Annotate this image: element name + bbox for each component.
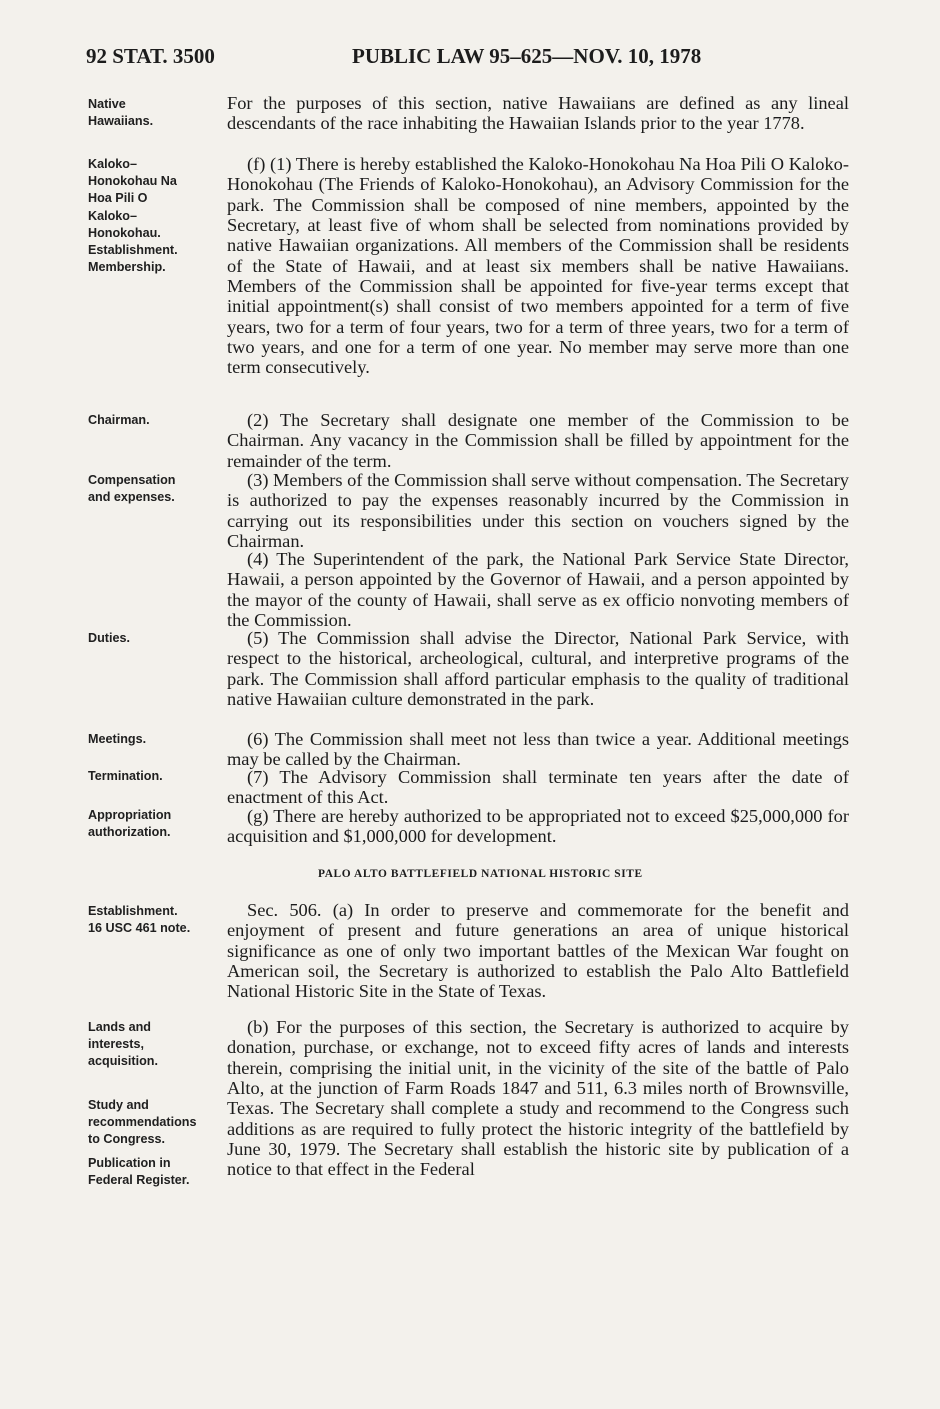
- margin-note-meetings: Meetings.: [88, 732, 147, 746]
- margin-note-study-recommendations: Study and recommendations to Congress.: [88, 1098, 197, 1147]
- margin-note-termination: Termination.: [88, 769, 163, 783]
- paragraph-native-hawaiians-definition: For the purposes of this section, native Hawaiians are defined as any lineal descendants of the race inhabiting the Hawaiian Islands prior to the year 1778.: [227, 93, 849, 134]
- paragraph-f7-termination: (7) The Advisory Commission shall terminate ten years after the date of enactment of this Act.: [227, 767, 849, 808]
- margin-note-lands-acquisition: Lands and interests, acquisition.: [88, 1020, 158, 1069]
- paragraph-sec-506a: Sec. 506. (a) In order to preserve and commemorate for the benefit and enjoyment of present and future generations an area of unique historical significance as one of only two important battles of the Mexican War fought on American soil, the Secretary is authorized to establish the Palo Alto Battlefield National Historic Site in the State of Texas.: [227, 900, 849, 1002]
- margin-note-chairman: Chairman.: [88, 413, 150, 427]
- page-header: [86, 44, 852, 74]
- paragraph-f5-duties: (5) The Commission shall advise the Director, National Park Service, with respect to the historical, archeological, cultural, and interpretive programs of the park. The Commission shall afford particular emphasis to the quality of traditional native Hawaiian culture demonstrated in the park.: [227, 628, 849, 710]
- section-heading-palo-alto: PALO ALTO BATTLEFIELD NATIONAL HISTORIC SITE: [318, 868, 643, 880]
- margin-note-native-hawaiians: Native Hawaiians.: [88, 97, 154, 129]
- margin-note-publication: Publication in Federal Register.: [88, 1156, 190, 1188]
- paragraph-g-appropriation: (g) There are hereby authorized to be appropriated not to exceed $25,000,000 for acquisition and $1,000,000 for development.: [227, 806, 849, 847]
- paragraph-f6-meetings: (6) The Commission shall meet not less than twice a year. Additional meetings may be called by the Chairman.: [227, 729, 849, 770]
- paragraph-f1-commission-established: (f) (1) There is hereby established the Kaloko-Honokohau Na Hoa Pili O Kaloko-Honokohau (The Friends of Kaloko-Honokohau), an Advisory Commission for the park. The Commission shall be composed of nine members, appointed by the Secretary, at least five of whom shall be selected from nominations provided by native Hawaiian organizations. All members of the Commission shall be residents of the State of Hawaii, and at least six members shall be native Hawaiians. Members of the Commission shall be appointed for five-year terms except that initial appointment(s) shall consist of two members appointed for a term of five years, two for a term of four years, two for a term of three years, two for a term of two years, and one for a term of one year. No member may serve more than one term consecutively.: [227, 154, 849, 378]
- public-law-title: PUBLIC LAW 95–625—NOV. 10, 1978: [352, 44, 702, 68]
- margin-note-appropriation: Appropriation authorization.: [88, 808, 172, 840]
- margin-note-duties: Duties.: [88, 631, 130, 645]
- page-stat-number: 92 STAT. 3500: [86, 44, 215, 68]
- paragraph-f2-chairman: (2) The Secretary shall designate one member of the Commission to be Chairman. Any vacancy in the Commission shall be filled by appointment for the remainder of the term.: [227, 410, 849, 471]
- paragraph-f3-compensation: (3) Members of the Commission shall serve without compensation. The Secretary is authorized to pay the expenses reasonably incurred by the Commission in carrying out its responsibilities under this section on vouchers signed by the Chairman.: [227, 470, 849, 552]
- margin-note-compensation: Compensation and expenses.: [88, 473, 176, 505]
- margin-note-establishment-palo-alto: Establishment. 16 USC 461 note.: [88, 904, 191, 936]
- paragraph-f4-ex-officio-members: (4) The Superintendent of the park, the National Park Service State Director, Hawaii, a person appointed by the Governor of Hawaii, and a person appointed by the mayor of the county of Hawaii, shall serve as ex officio nonvoting members of the Commission.: [227, 549, 849, 631]
- margin-note-establishment-kaloko: Kaloko– Honokohau Na Hoa Pili O Kaloko– Honokohau. Establishment. Membership.: [88, 157, 178, 275]
- paragraph-sec-506b: (b) For the purposes of this section, the Secretary is authorized to acquire by donation, purchase, or exchange, not to exceed fifty acres of lands and interests therein, comprising the initial unit, in the vicinity of the site of the battle of Palo Alto, at the junction of Farm Roads 1847 and 511, 6.3 miles north of Brownsville, Texas. The Secretary shall complete a study and recommend to the Congress such additions as are required to fully protect the historic integrity of the battlefield by June 30, 1979. The Secretary shall establish the historic site by publication of a notice to that effect in the Federal: [227, 1017, 849, 1180]
